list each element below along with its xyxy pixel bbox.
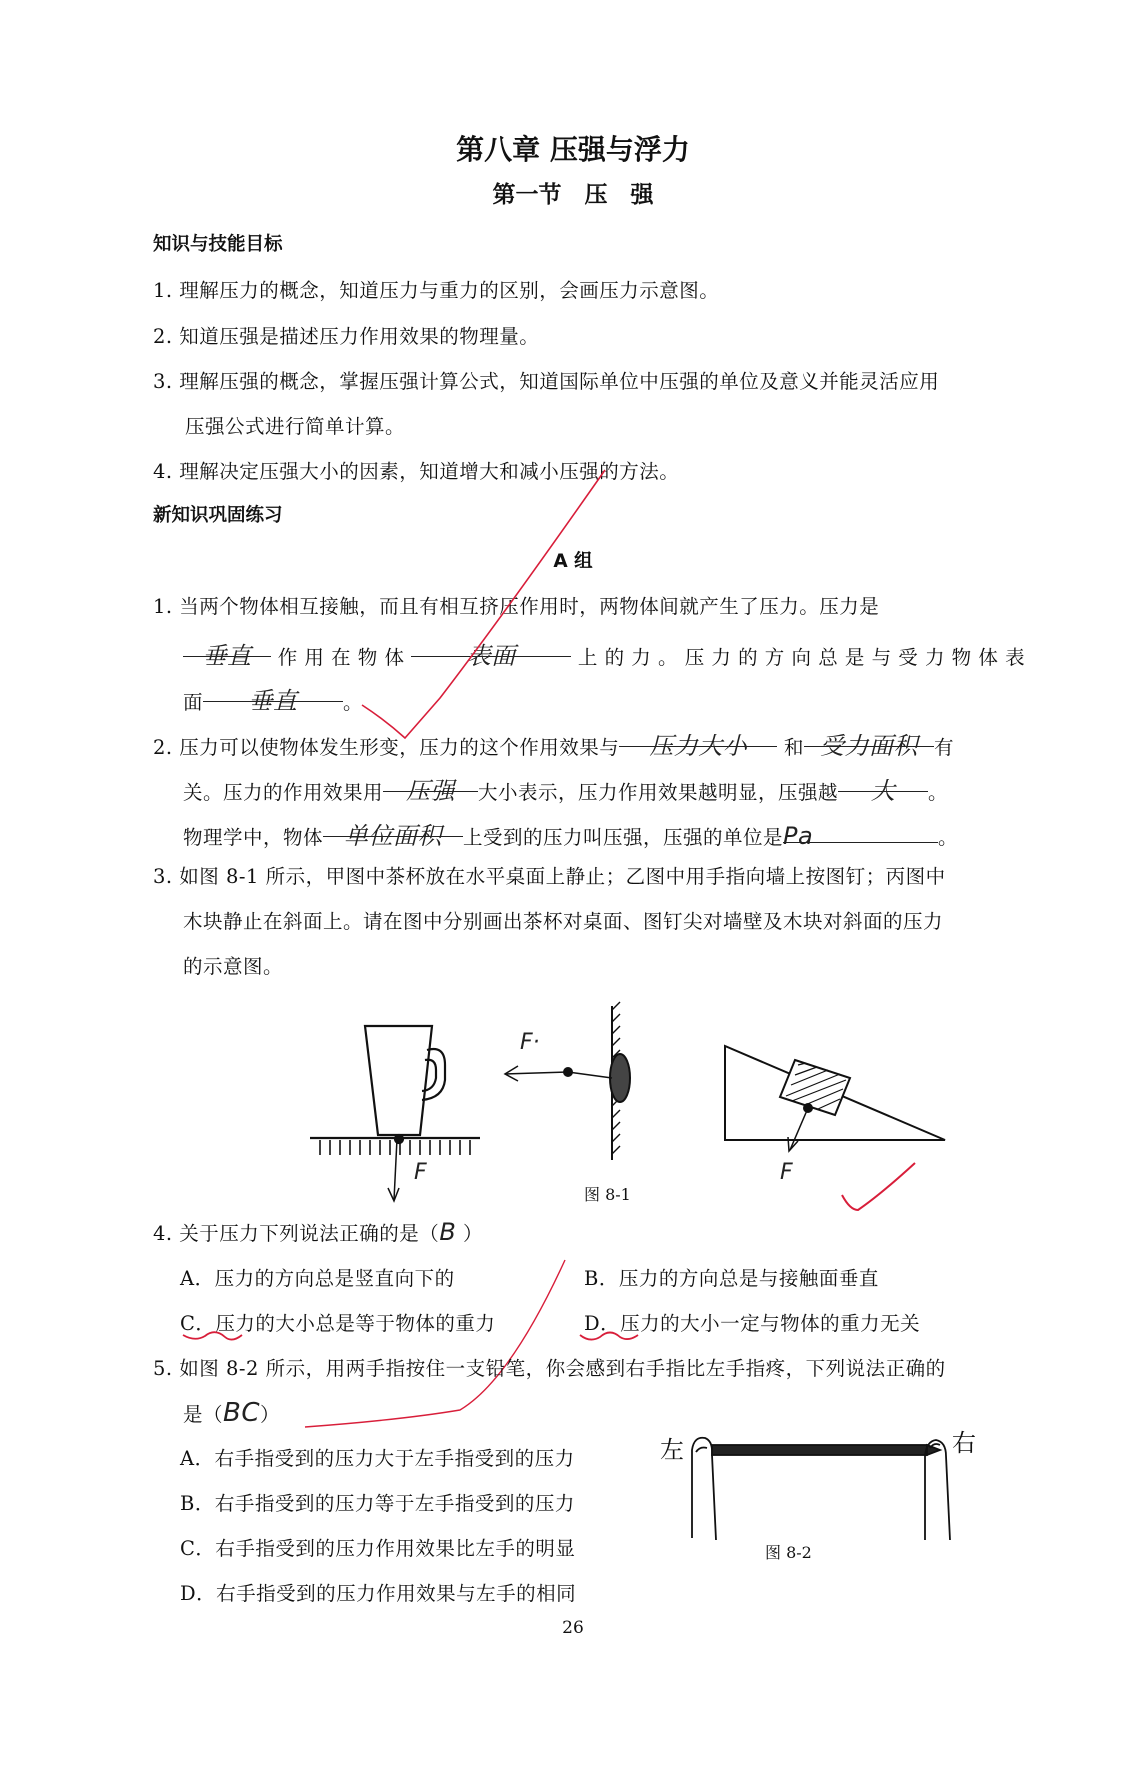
incline-block-diagram bbox=[725, 1046, 945, 1151]
force-label: F bbox=[780, 1160, 793, 1185]
q4-option-c: C．压力的大小总是等于物体的重力 bbox=[180, 1312, 496, 1335]
q2-line-3: 物理学中，物体 单位面积 上受到的压力叫压强，压强的单位是Pa 。 bbox=[183, 816, 958, 850]
force-label: F bbox=[414, 1160, 427, 1185]
handwritten-answer: 垂直 bbox=[202, 642, 252, 670]
handwritten-answer: 压强 bbox=[406, 777, 456, 805]
q5-option-c: C．右手指受到的压力作用效果比左手的明显 bbox=[180, 1537, 576, 1560]
section-title: 第一节 压 强 bbox=[492, 182, 654, 208]
figure-caption: 图 8-2 bbox=[765, 1543, 812, 1562]
handwritten-answer: 压力大小 bbox=[649, 732, 748, 760]
q1-line-2: 垂直 作 用 在 物 体 表面 上 的 力 。 压 力 的 方 向 总 是 与 受 力 物 体 表 bbox=[183, 636, 1025, 670]
q4-option-a: A．压力的方向总是竖直向下的 bbox=[180, 1267, 455, 1290]
q3-line: 3. 如图 8-1 所示，甲图中茶杯放在水平桌面上静止；乙图中用手指向墙上按图钉；丙图中 bbox=[153, 865, 946, 888]
practice-heading: 新知识巩固练习 bbox=[153, 505, 283, 526]
q5-option-a: A．右手指受到的压力大于左手指受到的压力 bbox=[180, 1447, 575, 1470]
handwritten-answer: BC bbox=[223, 1398, 261, 1428]
chapter-title: 第八章 压强与浮力 bbox=[456, 133, 690, 166]
handwritten-answer: 表面 bbox=[466, 642, 516, 670]
handwritten-answer: 受力面积 bbox=[820, 732, 919, 760]
q1-line: 1. 当两个物体相互接触，而且有相互挤压作用时，两物体间就产生了压力。压力是 bbox=[153, 595, 880, 618]
q5-line: 5. 如图 8-2 所示，用两手指按住一支铅笔，你会感到右手指比左手指疼，下列说法正确的 bbox=[153, 1357, 946, 1380]
pin-wall-diagram bbox=[505, 1002, 630, 1160]
objective-item: 1. 理解压力的概念，知道压力与重力的区别，会画压力示意图。 bbox=[153, 279, 720, 302]
q2-line-1: 2. 压力可以使物体发生形变，压力的这个作用效果与 压力大小 和 受力面积 有 bbox=[153, 726, 954, 760]
handwritten-answer: 单位面积 bbox=[344, 822, 443, 850]
q4-option-b: B．压力的方向总是与接触面垂直 bbox=[584, 1267, 879, 1290]
handwritten-answer: 垂直 bbox=[248, 687, 298, 715]
red-check-mark bbox=[842, 1163, 915, 1210]
q5-line-2: 是（BC） bbox=[183, 1398, 281, 1428]
left-hand-label: 左 bbox=[660, 1436, 684, 1464]
force-label: F· bbox=[520, 1030, 540, 1055]
q3-line: 的示意图。 bbox=[183, 955, 284, 978]
q2-line-2: 关。压力的作用效果用 压强 大小表示，压力作用效果越明显，压强越 大 。 bbox=[183, 771, 948, 805]
figure-caption: 图 8-1 bbox=[584, 1185, 631, 1204]
objectives-heading: 知识与技能目标 bbox=[153, 234, 283, 255]
objective-item: 2. 知道压强是描述压力作用效果的物理量。 bbox=[153, 325, 540, 348]
objective-item: 4. 理解决定压强大小的因素，知道增大和减小压强的方法。 bbox=[153, 460, 680, 483]
q5-option-d: D．右手指受到的压力作用效果与左手的相同 bbox=[180, 1582, 577, 1605]
q1-line-3: 面 垂直 。 bbox=[183, 681, 363, 715]
page-number: 26 bbox=[562, 1618, 584, 1638]
q5-option-b: B．右手指受到的压力等于左手指受到的压力 bbox=[180, 1492, 575, 1515]
group-label: A 组 bbox=[553, 551, 593, 572]
objective-item: 压强公式进行简单计算。 bbox=[185, 415, 406, 438]
right-hand-label: 右 bbox=[952, 1429, 976, 1457]
handwritten-answer: Pa bbox=[783, 822, 814, 850]
q4-stem: 4. 关于压力下列说法正确的是（B ） bbox=[153, 1218, 483, 1246]
handwritten-answer: 大 bbox=[870, 777, 896, 805]
objective-item: 3. 理解压强的概念，掌握压强计算公式，知道国际单位中压强的单位及意义并能灵活应用 bbox=[153, 370, 940, 393]
cup-diagram bbox=[310, 1026, 480, 1201]
q4-option-d: D．压力的大小一定与物体的重力无关 bbox=[584, 1312, 921, 1335]
q3-line: 木块静止在斜面上。请在图中分别画出茶杯对桌面、图钉尖对墙壁及木块对斜面的压力 bbox=[183, 910, 944, 933]
handwritten-answer: B bbox=[439, 1218, 457, 1246]
